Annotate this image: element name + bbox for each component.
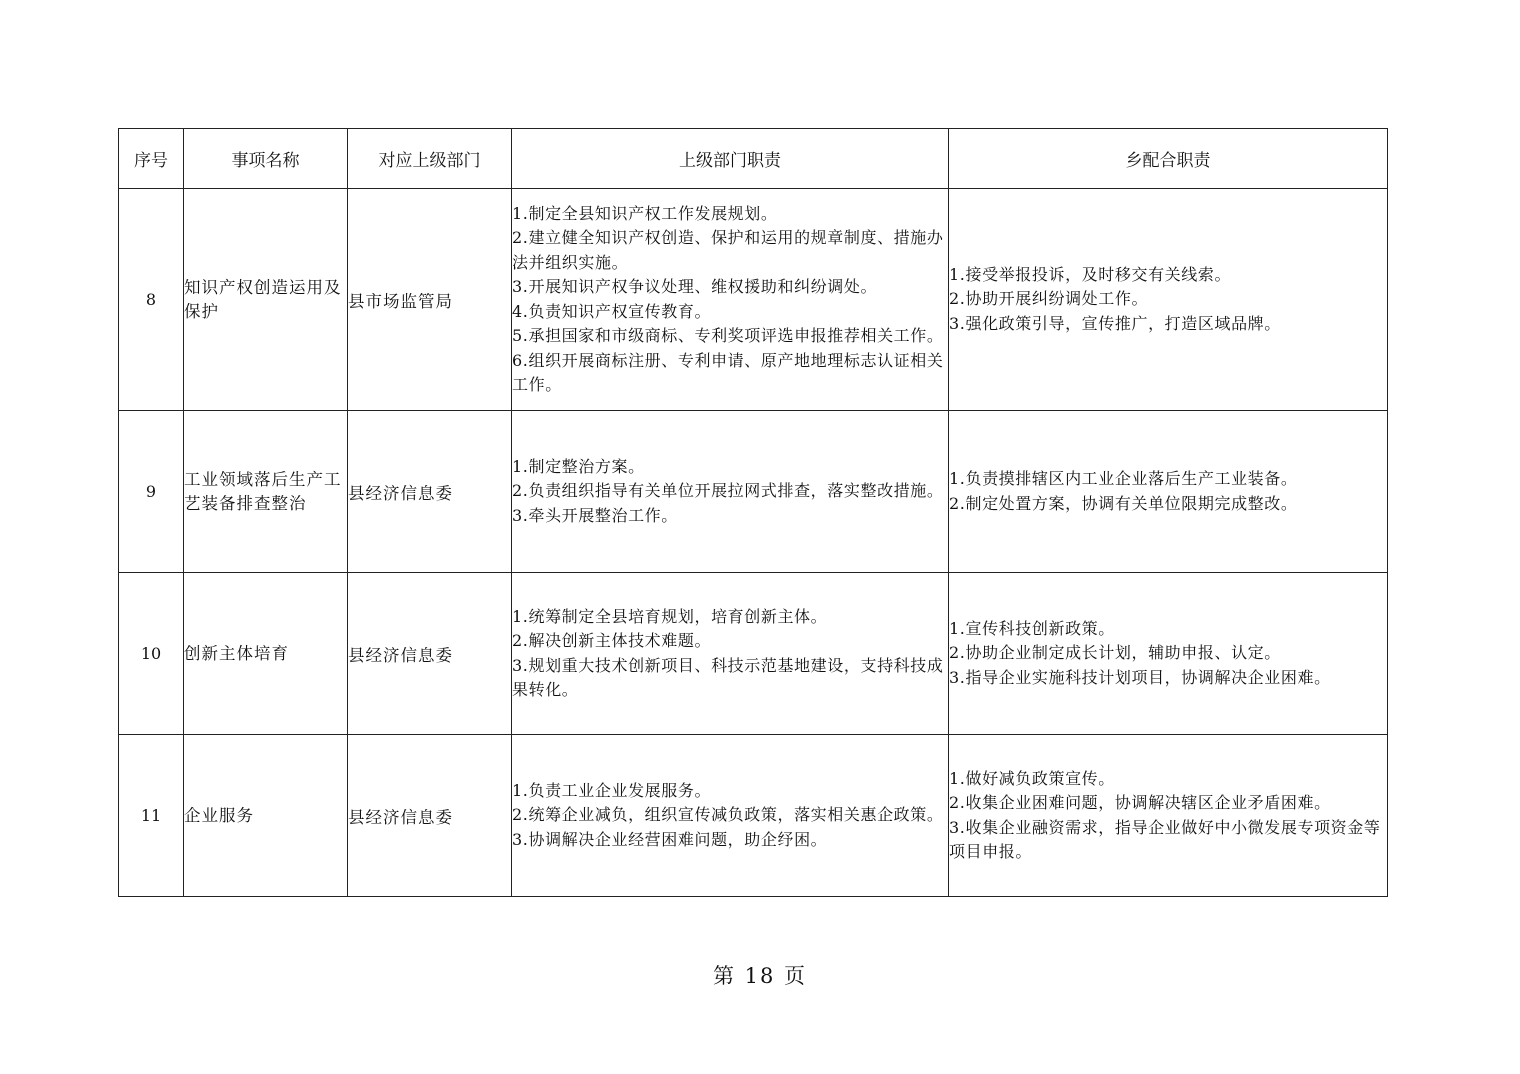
duty-item: 5.承担国家和市级商标、专利奖项评选申报推荐相关工作。 [512,326,944,345]
town-duty-item: 1.做好减负政策宣传。 [949,768,1115,788]
row-township-duties [949,189,1388,411]
table-header-row [119,129,1388,189]
duty-item: 1.制定整治方案。 [512,456,645,476]
row-superior-duties [512,573,949,735]
row-item-name: 工业领域落后生产工艺装备排查整治 [184,411,348,573]
row-department: 县市场监管局 [348,189,512,411]
duty-item: 2.解决创新主体技术难题。 [512,631,712,650]
town-duty-item: 1.接受举报投诉，及时移交有关线索。 [949,264,1232,284]
duty-item: 1.制定全县知识产权工作发展规划。 [512,203,778,223]
row-item-name: 创新主体培育 [184,573,348,735]
duty-item: 3.规划重大技术创新项目、科技示范基地建设，支持科技成果转化。 [512,655,944,699]
duty-item: 3.牵头开展整治工作。 [512,505,678,525]
duty-item: 1.统筹制定全县培育规划，培育创新主体。 [512,606,828,626]
row-item-name: 知识产权创造运用及保护 [184,189,348,411]
table-row [119,411,1388,573]
header-serial-number: 序号 [119,129,184,189]
duty-item: 1.负责工业企业发展服务。 [512,780,712,800]
town-duty-item: 3.强化政策引导，宣传推广，打造区域品牌。 [949,313,1281,333]
town-duty-item: 1.负责摸排辖区内工业企业落后生产工业装备。 [949,469,1298,488]
duty-item: 6.组织开展商标注册、专利申请、原产地地理标志认证相关工作。 [512,350,944,394]
row-superior-duties [512,735,949,897]
town-duty-item: 3.收集企业融资需求，指导企业做好中小微发展专项资金等项目申报。 [949,817,1381,861]
row-superior-duties [512,411,949,573]
row-department: 县经济信息委 [348,573,512,735]
row-serial-number: 10 [119,573,184,735]
header-superior-department: 对应上级部门 [348,129,512,189]
row-department: 县经济信息委 [348,411,512,573]
header-superior-duties: 上级部门职责 [512,129,949,189]
duty-item: 2.建立健全知识产权创造、保护和运用的规章制度、措施办法并组织实施。 [512,228,944,272]
row-serial-number: 9 [119,411,184,573]
row-township-duties [949,573,1388,735]
row-item-name: 企业服务 [184,735,348,897]
town-duty-item: 2.协助企业制定成长计划，辅助申报、认定。 [949,643,1281,663]
town-duty-item: 1.宣传科技创新政策。 [949,618,1115,638]
town-duty-item: 2.协助开展纠纷调处工作。 [949,289,1149,309]
header-township-duties: 乡配合职责 [949,129,1388,189]
table-row [119,573,1388,735]
table-row [119,735,1388,897]
table-row [119,189,1388,411]
duty-item: 4.负责知识产权宣传教育。 [512,301,712,321]
town-duty-item: 2.收集企业困难问题，协调解决辖区企业矛盾困难。 [949,793,1331,812]
duty-item: 2.统筹企业减负，组织宣传减负政策，落实相关惠企政策。 [512,805,944,825]
town-duty-item: 2.制定处置方案，协调有关单位限期完成整改。 [949,493,1298,513]
duty-item: 2.负责组织指导有关单位开展拉网式排查，落实整改措施。 [512,481,944,501]
row-department: 县经济信息委 [348,735,512,897]
responsibility-table [118,128,1388,897]
page-number: 第 18 页 [712,964,808,988]
duty-item: 3.开展知识产权争议处理、维权援助和纠纷调处。 [512,277,878,296]
row-superior-duties [512,189,949,411]
row-serial-number: 11 [119,735,184,897]
row-township-duties [949,411,1388,573]
row-township-duties [949,735,1388,897]
header-item-name: 事项名称 [184,129,348,189]
row-serial-number: 8 [119,189,184,411]
duty-item: 3.协调解决企业经营困难问题，助企纾困。 [512,829,828,849]
town-duty-item: 3.指导企业实施科技计划项目，协调解决企业困难。 [949,667,1331,687]
